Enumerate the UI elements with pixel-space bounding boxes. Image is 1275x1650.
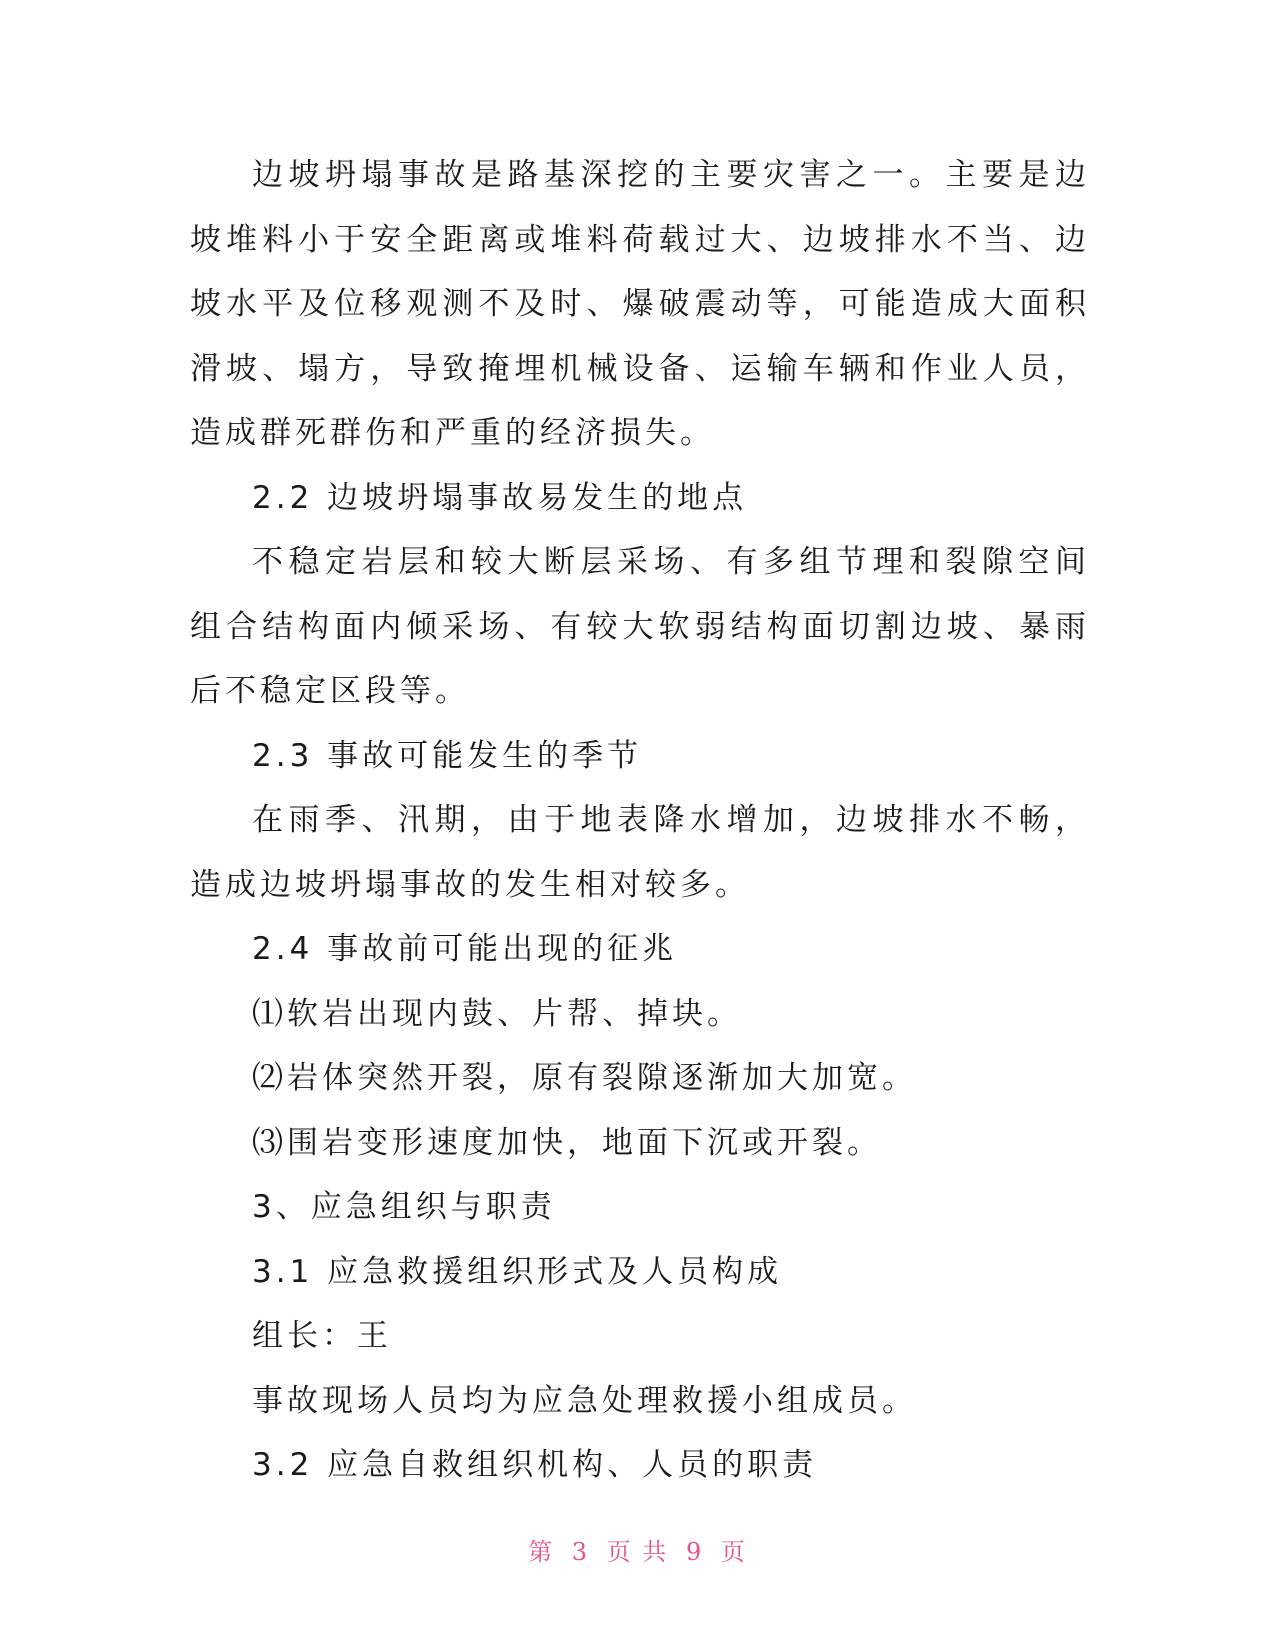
heading-2-4: 2.4 事故前可能出现的征兆 bbox=[252, 931, 678, 967]
list-item-sign-2: ⑵岩体突然开裂，原有裂隙逐渐加大加宽。 bbox=[252, 1060, 917, 1096]
paragraph-locations: 不稳定岩层和较大断层采场、有多组节理和裂隙空间组合结构面内倾采场、有较大软弱结构面切割边坡、暴雨后不稳定区段等。 bbox=[190, 544, 1090, 709]
footer-middle: 页 共 bbox=[606, 1538, 669, 1566]
page-footer bbox=[0, 1532, 1275, 1567]
footer-suffix: 页 bbox=[720, 1538, 747, 1566]
paragraph-seasons: 在雨季、汛期，由于地表降水增加，边坡排水不畅，造成边坡坍塌事故的发生相对较多。 bbox=[190, 802, 1090, 903]
total-page-count: 9 bbox=[685, 1538, 704, 1566]
document-body bbox=[190, 143, 1090, 1498]
footer-prefix: 第 bbox=[528, 1538, 555, 1566]
heading-2-3: 2.3 事故可能发生的季节 bbox=[252, 737, 643, 774]
heading-2-2: 2.2 边坡坍塌事故易发生的地点 bbox=[252, 479, 748, 516]
list-item-sign-3: ⑶围岩变形速度加快，地面下沉或开裂。 bbox=[252, 1124, 882, 1161]
current-page-number: 3 bbox=[571, 1538, 590, 1566]
heading-3-1: 3.1 应急救援组织形式及人员构成 bbox=[252, 1253, 783, 1290]
paragraph-team-members: 事故现场人员均为应急处理救援小组成员。 bbox=[252, 1382, 917, 1419]
team-leader-line: 组长：王 bbox=[252, 1318, 392, 1354]
list-item-sign-1: ⑴软岩出现内鼓、片帮、掉块。 bbox=[252, 995, 742, 1032]
heading-3-2: 3.2 应急自救组织机构、人员的职责 bbox=[252, 1447, 818, 1483]
heading-3: 3、应急组织与职责 bbox=[252, 1189, 556, 1225]
paragraph-slope-collapse-intro: 边坡坍塌事故是路基深挖的主要灾害之一。主要是边坡堆料小于安全距离或堆料荷载过大、边坡排水不当、边坡水平及位移观测不及时、爆破震动等，可能造成大面积滑坡、塌方，导致掩埋机械设备、运输车辆和作业人员，造成群死群伤和严重的经济损失。 bbox=[190, 157, 1090, 451]
